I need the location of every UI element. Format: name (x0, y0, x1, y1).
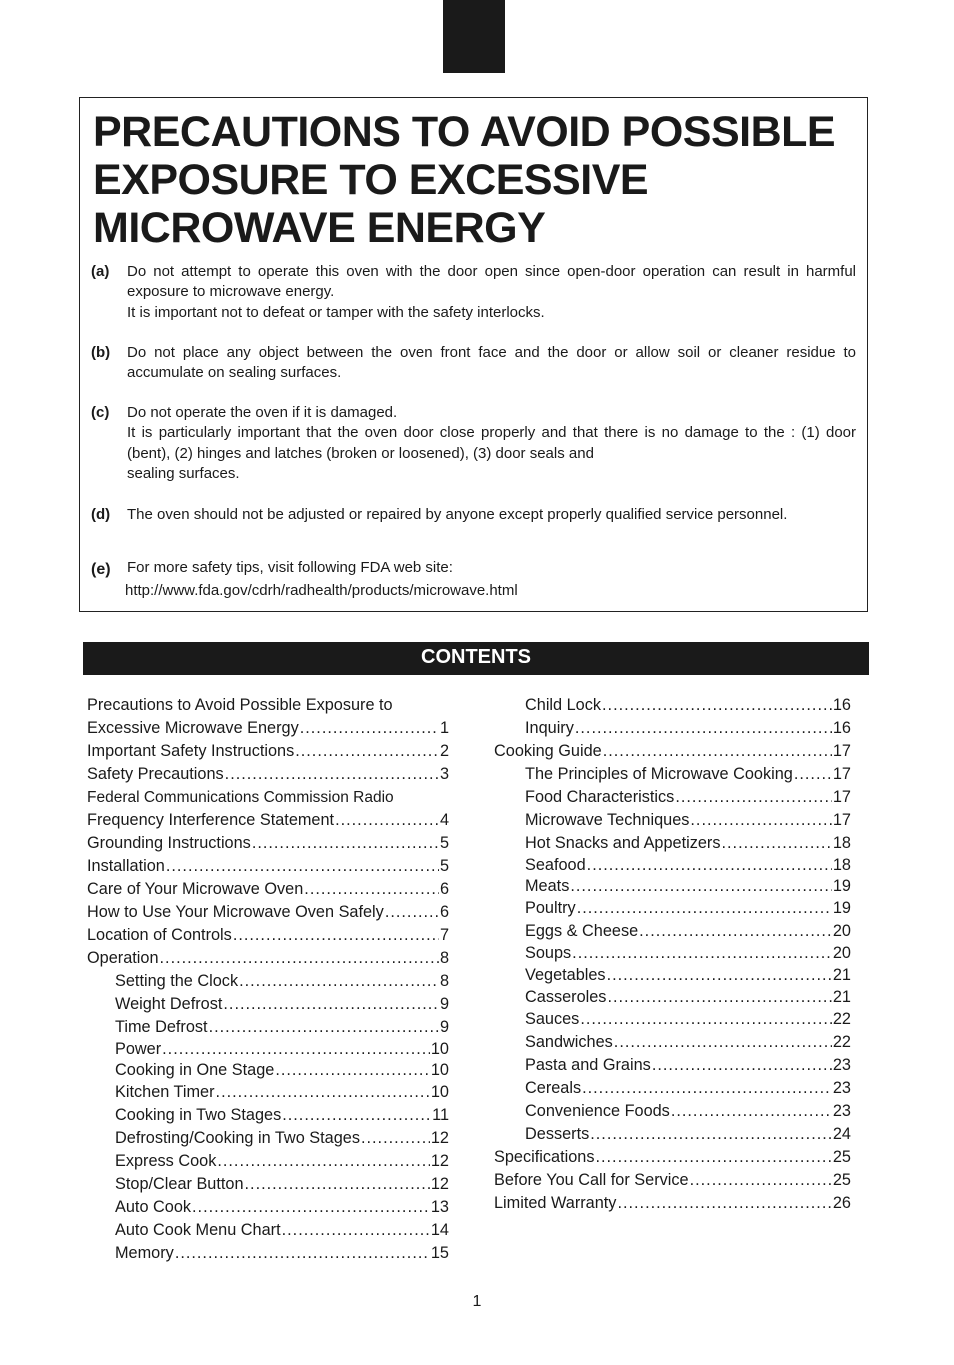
toc-page-number: 19 (832, 877, 851, 895)
precaution-item-b (91, 343, 856, 384)
toc-entry: Limited Warranty ..... 26 (494, 1192, 851, 1215)
toc-subentry: Sandwiches ..... 22 (494, 1031, 851, 1054)
toc-page-number: 5 (439, 834, 449, 852)
toc-page-number: 21 (832, 966, 851, 984)
item-text: Do not operate the oven if it is damaged. (127, 404, 398, 421)
precautions-title (93, 108, 863, 252)
toc-entry: Care of Your Microwave Oven ..... 6 (87, 878, 449, 901)
toc-subentry: Food Characteristics ..... 17 (494, 786, 851, 809)
item-text: sealing surfaces. (127, 464, 240, 482)
toc-subentry: Kitchen Timer ..... 10 (87, 1081, 449, 1104)
toc-page-number: 12 (430, 1175, 449, 1193)
toc-entry: Operation ..... 8 (87, 947, 449, 970)
precautions-title-line: EXPOSURE TO EXCESSIVE (93, 156, 649, 204)
toc-page-number: 10 (430, 1061, 449, 1079)
toc-page-number: 16 (832, 719, 851, 737)
toc-page-number: 20 (832, 922, 851, 940)
item-label: (b) (91, 344, 111, 361)
toc-subentry: Cooking in One Stage ..... 10 (87, 1060, 449, 1081)
toc-page-number: 2 (439, 742, 449, 760)
toc-entry: How to Use Your Microwave Oven Safely ..... 6 (87, 901, 449, 924)
toc-subentry: Pasta and Grains ..... 23 (494, 1054, 851, 1077)
toc-page-number: 5 (439, 857, 449, 875)
toc-page-number: 14 (430, 1221, 449, 1239)
toc-page-number: 12 (430, 1152, 449, 1170)
toc-entry: Important Safety Instructions ..... 2 (87, 740, 449, 763)
toc-page-number: 9 (439, 1018, 449, 1036)
toc-page-number: 18 (832, 834, 851, 852)
toc-entry: Cooking Guide ..... 17 (494, 740, 851, 763)
precaution-item-e (91, 558, 856, 578)
toc-entry: Before You Call for Service ..... 25 (494, 1169, 851, 1192)
toc-page-number: 17 (832, 788, 851, 806)
toc-page-number: 17 (832, 811, 851, 829)
toc-page-number: 23 (832, 1102, 851, 1120)
toc-page-number: 6 (439, 880, 449, 898)
toc-subentry: Microwave Techniques ..... 17 (494, 809, 851, 832)
toc-entry-continuation: Precautions to Avoid Possible Exposure to (87, 696, 393, 714)
precaution-item-c (91, 403, 856, 484)
toc-page-number: 24 (832, 1125, 851, 1143)
toc-page-number: 8 (439, 949, 449, 967)
toc-subentry: Time Defrost ..... 9 (87, 1016, 449, 1039)
toc-subentry: Stop/Clear Button ..... 12 (87, 1173, 449, 1196)
toc-page-number: 7 (439, 926, 449, 944)
toc-subentry: Eggs & Cheese ..... 20 (494, 920, 851, 943)
toc-page-number: 9 (439, 995, 449, 1013)
toc-page-number: 3 (439, 765, 449, 783)
toc-subentry: Auto Cook ..... 13 (87, 1196, 449, 1219)
toc-subentry: Casseroles ..... 21 (494, 987, 851, 1008)
toc-entry: Installation ..... 5 (87, 855, 449, 878)
toc-subentry: Seafood ..... 18 (494, 855, 851, 876)
toc-subentry: Child Lock ..... 16 (494, 694, 851, 717)
item-text: Do not attempt to operate this oven with the door open since open-door operation can result in harmful exposure to microwave energy. (127, 263, 856, 301)
toc-page-number: 22 (832, 1010, 851, 1028)
toc-page-number: 19 (832, 899, 851, 917)
fda-url: http://www.fda.gov/cdrh/radhealth/products/microwave.html (125, 582, 518, 599)
item-text: It is important not to defeat or tamper with the safety interlocks. (127, 303, 545, 321)
toc-subentry: Desserts ..... 24 (494, 1123, 851, 1146)
toc-subentry: Express Cook ..... 12 (87, 1150, 449, 1173)
toc-entry: Excessive Microwave Energy ..... 1 (87, 717, 449, 740)
toc-page-number: 23 (832, 1079, 851, 1097)
precaution-item-a (91, 262, 856, 323)
toc-page-number: 8 (439, 972, 449, 990)
toc-page-number: 21 (832, 988, 851, 1006)
precautions-box (79, 97, 868, 612)
item-label: (d) (91, 506, 111, 523)
toc-entry: Location of Controls ..... 7 (87, 924, 449, 947)
toc-subentry: Sauces ..... 22 (494, 1008, 851, 1031)
precautions-title-line: MICROWAVE ENERGY (93, 204, 546, 252)
toc-subentry: Setting the Clock ..... 8 (87, 970, 449, 993)
precaution-item-d (91, 505, 856, 525)
toc-subentry: Weight Defrost ..... 9 (87, 993, 449, 1016)
toc-page-number: 10 (430, 1083, 449, 1101)
toc-subentry: Poultry ..... 19 (494, 897, 851, 920)
toc-entry: Safety Precautions ..... 3 (87, 763, 449, 786)
toc-right-column (494, 694, 851, 1215)
toc-page-number: 18 (832, 856, 851, 874)
toc-subentry: Cereals ..... 23 (494, 1077, 851, 1100)
contents-heading: CONTENTS (83, 642, 869, 675)
toc-subentry: The Principles of Microwave Cooking ..... 17 (494, 763, 851, 786)
toc-subentry: Cooking in Two Stages ..... 11 (87, 1104, 449, 1127)
item-label: (a) (91, 263, 110, 280)
toc-left-column (87, 694, 449, 1265)
toc-subentry: Vegetables ..... 21 (494, 964, 851, 987)
toc-page-number: 20 (832, 944, 851, 962)
toc-subentry: Meats ..... 19 (494, 876, 851, 897)
toc-page-number: 15 (430, 1244, 449, 1262)
item-text: It is particularly important that the oven door close properly and that there is no damage to the : (1) door (bent), (2) hinges and latches (broken or loosened), (3) door seals and (127, 424, 856, 462)
toc-subentry: Inquiry ..... 16 (494, 717, 851, 740)
toc-subentry: Hot Snacks and Appetizers ..... 18 (494, 832, 851, 855)
toc-page-number: 11 (432, 1106, 449, 1124)
item-label: (e) (91, 561, 111, 578)
toc-page-number: 25 (832, 1148, 851, 1166)
toc-subentry: Power ..... 10 (87, 1039, 449, 1060)
toc-entry-continuation: Federal Communications Commission Radio (87, 789, 394, 806)
page-number: 1 (472, 1293, 482, 1310)
toc-page-number: 16 (832, 696, 851, 714)
item-text: For more safety tips, visit following FDA web site: (127, 559, 453, 576)
toc-subentry: Auto Cook Menu Chart ..... 14 (87, 1219, 449, 1242)
toc-page-number: 25 (832, 1171, 851, 1189)
toc-page-number: 6 (439, 903, 449, 921)
item-text: The oven should not be adjusted or repaired by anyone except properly qualified service personnel. (127, 506, 788, 523)
toc-page-number: 1 (439, 719, 449, 737)
toc-entry: Specifications ..... 25 (494, 1146, 851, 1169)
toc-entry: Grounding Instructions ..... 5 (87, 832, 449, 855)
toc-page-number: 4 (439, 811, 449, 829)
toc-subentry: Memory ..... 15 (87, 1242, 449, 1265)
toc-page-number: 26 (832, 1194, 851, 1212)
chapter-tab-marker (443, 0, 505, 73)
toc-page-number: 10 (430, 1040, 449, 1058)
item-label: (c) (91, 404, 110, 421)
toc-page-number: 12 (430, 1129, 449, 1147)
toc-subentry: Defrosting/Cooking in Two Stages ..... 12 (87, 1127, 449, 1150)
item-text: Do not place any object between the oven front face and the door or allow soil or cleaner residue to accumulate on sealing surfaces. (127, 344, 856, 382)
toc-subentry: Soups ..... 20 (494, 943, 851, 964)
toc-page-number: 22 (832, 1033, 851, 1051)
precautions-title-line: PRECAUTIONS TO AVOID POSSIBLE (93, 108, 836, 156)
toc-entry: Frequency Interference Statement ..... 4 (87, 809, 449, 832)
toc-subentry: Convenience Foods ..... 23 (494, 1100, 851, 1123)
toc-page-number: 17 (832, 765, 851, 783)
toc-page-number: 17 (832, 742, 851, 760)
toc-page-number: 23 (832, 1056, 851, 1074)
toc-page-number: 13 (430, 1198, 449, 1216)
